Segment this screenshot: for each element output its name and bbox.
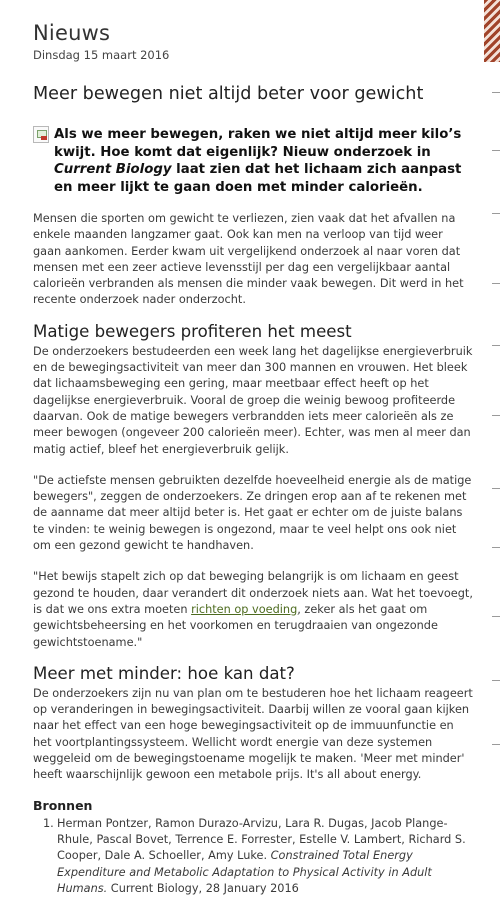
lead-journal: Current Biology <box>54 162 172 177</box>
broken-image-icon <box>33 126 49 143</box>
source-title: Constrained Total Energy Expenditure and Metabolic Adaptation to Physical Activity in Adult Humans. <box>57 849 432 895</box>
section1-paragraph-3 <box>33 569 473 650</box>
source-authors: Herman Pontzer, Ramon Durazo-Arvizu, Lara R. Dugas, Jacob Plange-Rhule, Pascal Bovet, Terrence E. Forrester, Estelle V. Lambert, Richard S. Cooper, Dale A. Schoeller, Amy Luke. <box>57 816 466 863</box>
quote-text-after: , zeker als het gaat om gewichtsbeheersing en het voorkomen en terugdraaien van ongezonde gewichtstoename." <box>33 602 438 649</box>
quote-text-before: "Het bewijs stapelt zich op dat beweging belangrijk is om lichaam en geest gezond te houden, daar verandert dit onderzoek niets aan. Wat het toevoegt, is dat we ons extra moeten <box>33 570 473 616</box>
nutrition-link[interactable]: richten op voeding <box>191 602 298 616</box>
source-item <box>43 816 473 897</box>
source-journal: Current Biology, 28 January 2016 <box>107 881 299 895</box>
sources-list <box>33 816 473 897</box>
lead-text-part2: laat zien dat het lichaam zich aanpast en meer lijkt te gaan doen met minder calorieën. <box>54 162 462 195</box>
sources-heading: Bronnen <box>33 797 93 813</box>
section2-paragraph-1: De onderzoekers zijn nu van plan om te bestuderen hoe het lichaam reageert op veranderingen in bewegingsactiviteit. Daarbij willen ze vooral gaan kijken naar het effect van een hoge bewegingsactiviteit op de immuunfunctie en het voortplantingssysteem. Wellicht wordt energie van deze systemen weggeleid om de bewegingstoename mogelijk te maken. 'Meer met minder' heeft waarschijnlijk gewoon een metabole prijs. It's all about energy. <box>33 686 473 782</box>
right-edge-ticks <box>490 0 500 800</box>
intro-paragraph: Mensen die sporten om gewicht te verliezen, zien vaak dat het afvallen na enkele maanden langzamer gaat. Ook kan men na verloop van tijd weer gaan aankomen. Eerder kwam uit vergelijkend onderzoek al naar voren dat mensen met een zeer actieve levensstijl per dag een vergelijkbaar aantal calorieën verbranden als mensen die minder vaak bewegen. Dit werd in het recente onderzoek nader onderzocht. <box>33 212 464 307</box>
section1-paragraph-2: "De actiefste mensen gebruikten dezelfde hoeveelheid energie als de matige bewegers", zeggen de onderzoekers. Ze dringen erop aan af te rekenen met de aanname dat meer altijd beter is. Het gaat er echter om de juiste balans te vinden: te weinig bewegen is ongezond, maar te veel helpt ons ook niet om een gezond gewicht te handhaven. <box>33 473 472 553</box>
section1-heading: Matige bewegers profiteren het meest <box>33 321 352 341</box>
section2-heading: Meer met minder: hoe kan dat? <box>33 663 295 683</box>
article-title: Meer bewegen niet altijd beter voor gewicht <box>33 84 424 104</box>
article-column <box>33 20 473 897</box>
article-lead <box>33 126 473 196</box>
lead-text-part1: Als we meer bewegen, raken we niet altijd meer kilo’s kwijt. Hoe komt dat eigenlijk? Nieuw onderzoek in <box>54 127 462 160</box>
source-number: 1. <box>43 816 54 830</box>
section1-paragraph-1: De onderzoekers bestudeerden een week lang het dagelijkse energieverbruik en de bewegingsactiviteit van meer dan 300 mannen en vrouwen. Het bleek dat lichaamsbeweging een gering, maar meetbaar effect heeft op het dagelijkse energieverbruik. Vooral de groep die weinig bewoog profiteerde daarvan. Ook de matige bewegers verbrandden iets meer calorieën als ze meer bewogen (ongeveer 200 calorieën meer). Echter, was men al meer dan matig actief, bleef het energieverbruik gelijk. <box>33 344 473 456</box>
section-title: Nieuws <box>33 21 111 45</box>
publish-date: Dinsdag 15 maart 2016 <box>33 48 170 62</box>
